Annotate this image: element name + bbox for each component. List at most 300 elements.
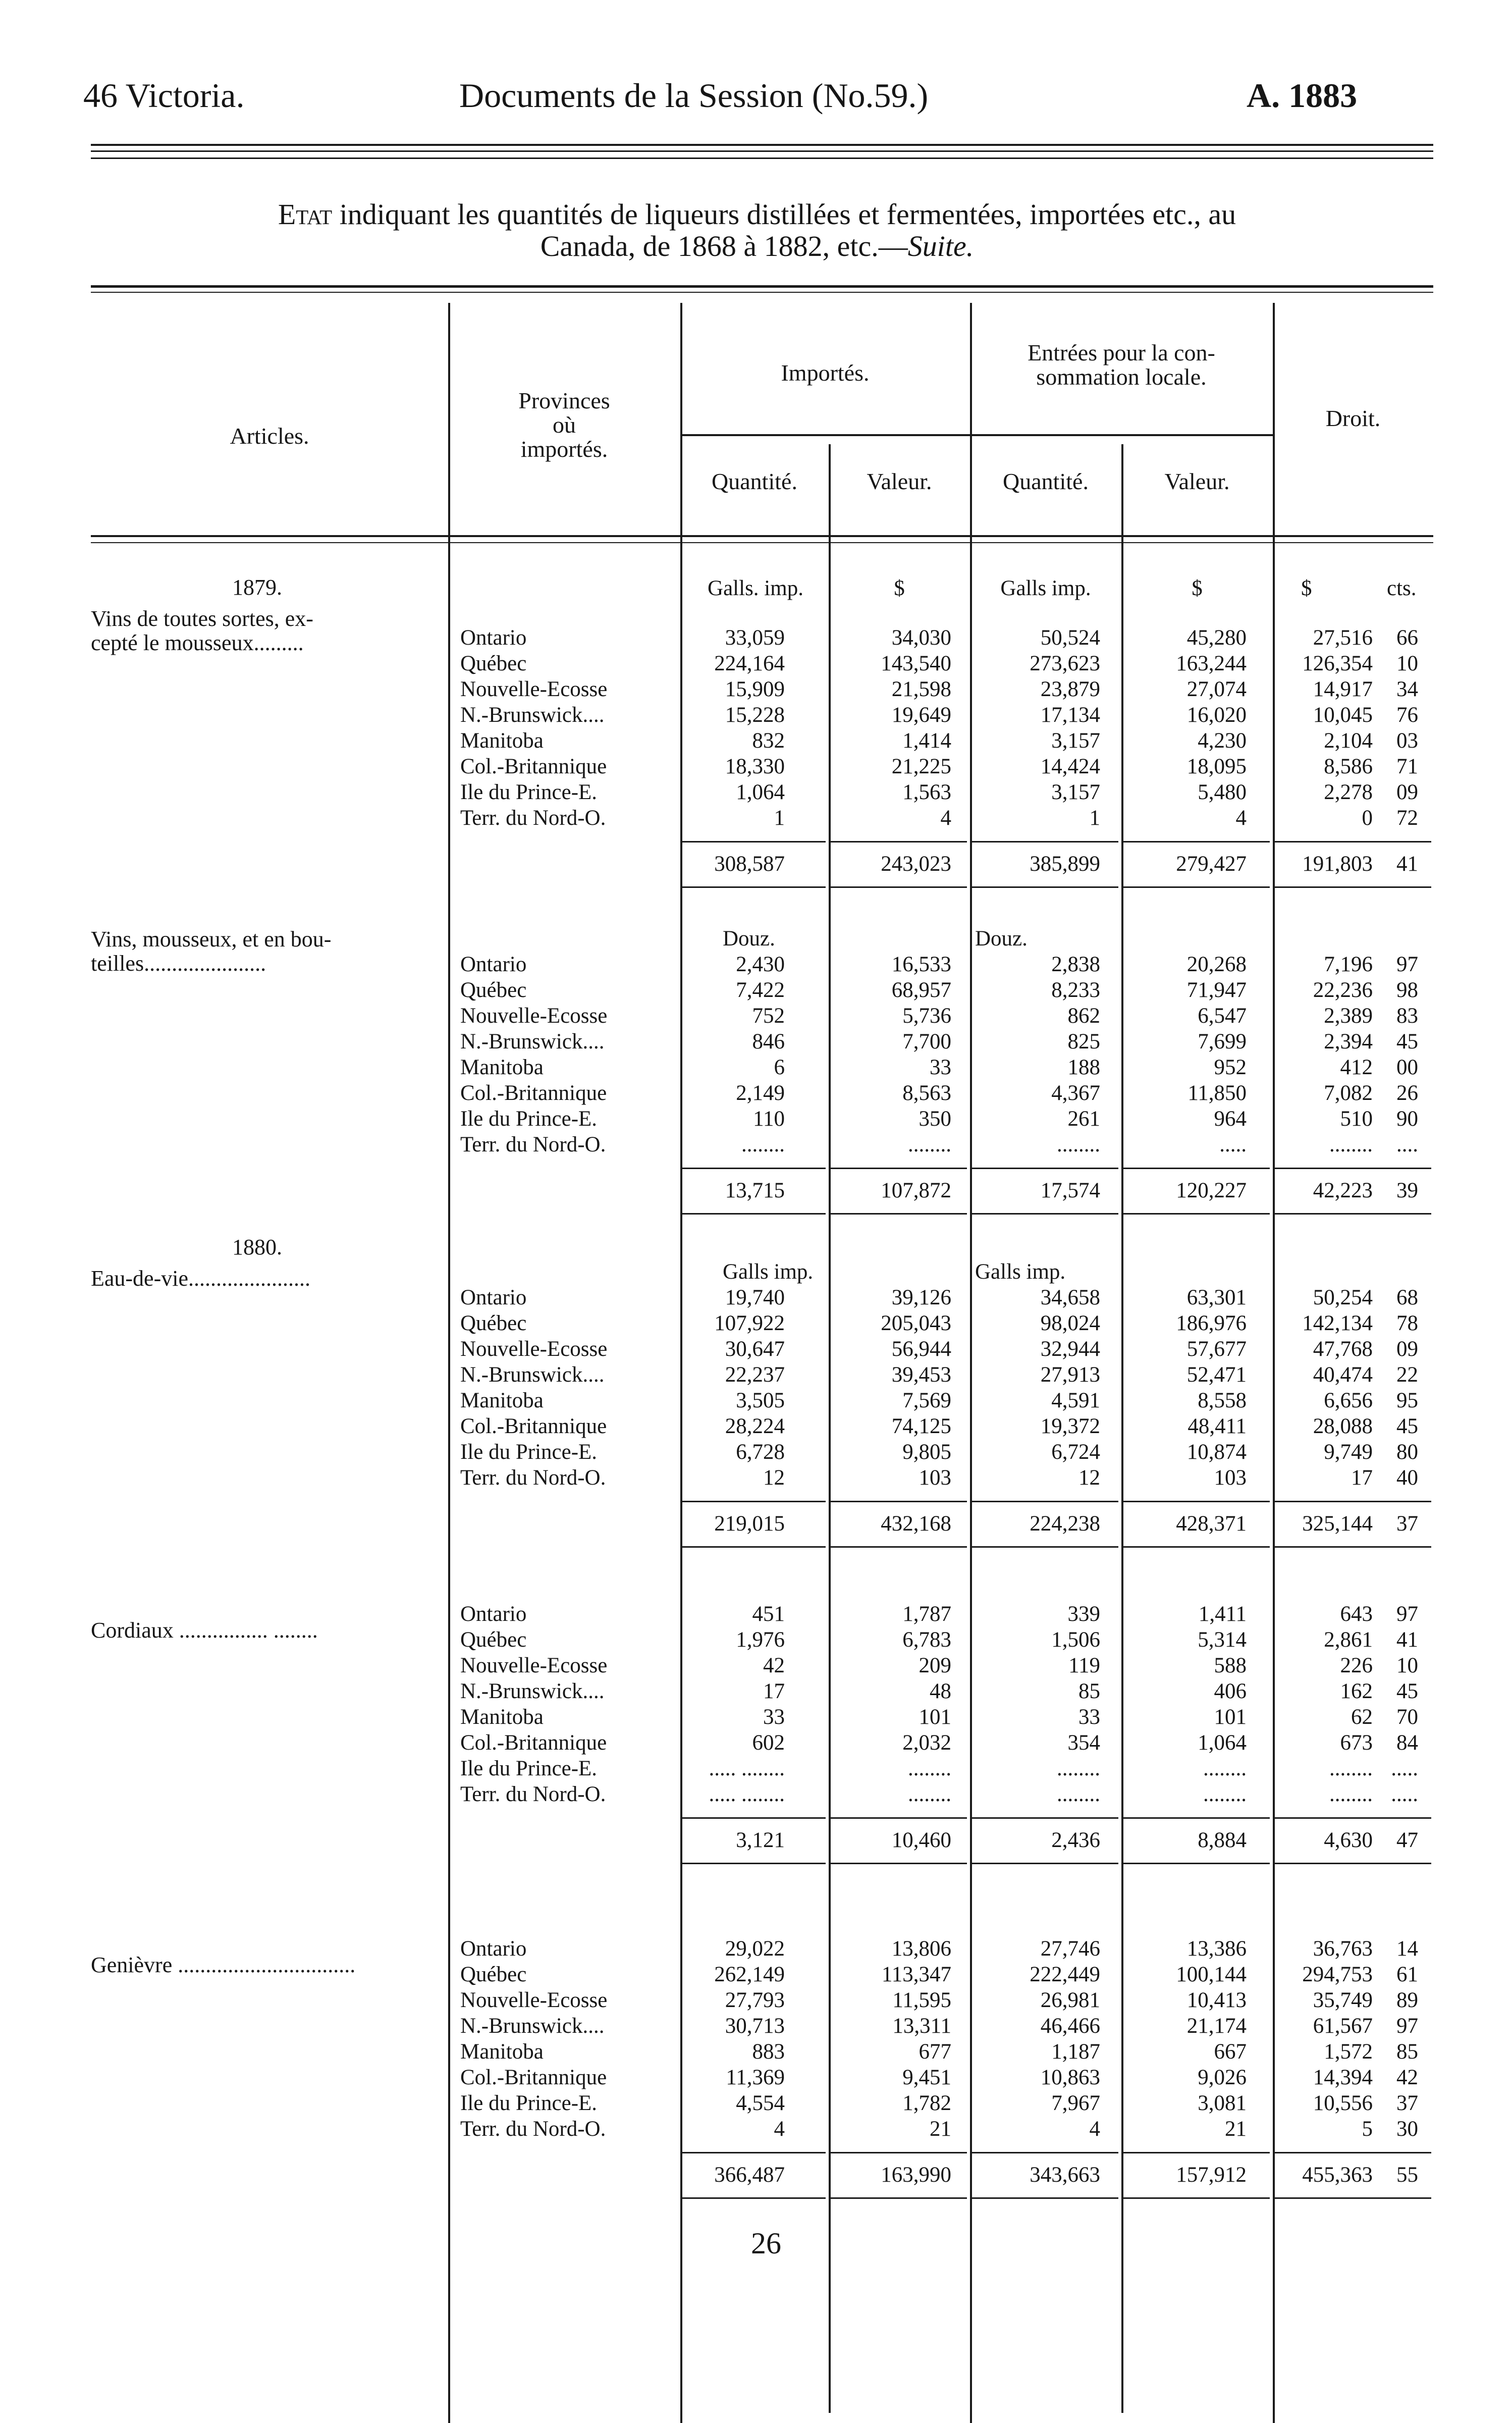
total-value: 343,663 [1030, 2163, 1100, 2187]
cell-value: 1 [774, 806, 785, 830]
cell-value: 5,736 [902, 1004, 951, 1028]
total-rule [831, 841, 967, 842]
cell-value: 17 [1351, 1466, 1373, 1490]
article-name: Cordiaux ................ ........ [91, 1618, 318, 1643]
cell-value: 1,064 [736, 780, 785, 804]
cell-value: ........ [1057, 1133, 1100, 1156]
article-name: teilles...................... [91, 951, 266, 976]
col-droit: Droit. [1325, 405, 1381, 431]
total-rule-bottom [972, 886, 1118, 888]
cell-value: 1,572 [1324, 2040, 1373, 2064]
total-rule-bottom [831, 2197, 967, 2199]
cell-value: 602 [752, 1731, 785, 1755]
province-name: N.-Brunswick.... [460, 1679, 605, 1703]
province-name: Québec [460, 652, 527, 675]
cell-value: ........ [1329, 1757, 1373, 1780]
cell-value: ..... ........ [709, 1757, 785, 1780]
province-name: Ontario [460, 953, 527, 976]
cell-value: 261 [1067, 1107, 1100, 1131]
cell-value: .... [1396, 1133, 1418, 1156]
article-name: Genièvre ................................ [91, 1953, 356, 1977]
cell-value: 643 [1340, 1602, 1373, 1626]
total-value: 279,427 [1176, 852, 1247, 876]
cell-value: 4 [1089, 2117, 1100, 2141]
cell-value: ........ [741, 1133, 785, 1156]
total-rule [682, 2152, 826, 2153]
cell-value: 57,677 [1186, 1337, 1247, 1361]
cell-value: 19,372 [1040, 1414, 1100, 1438]
total-value: 42,223 [1313, 1179, 1373, 1202]
cell-value: 68,957 [891, 978, 951, 1002]
article-name: cepté le mousseux......... [91, 630, 304, 655]
cell-value: 29,022 [725, 1937, 785, 1961]
header-bottom-rule-thin [91, 542, 1433, 543]
cell-value: 45 [1396, 1679, 1418, 1703]
cell-value: 162 [1340, 1679, 1373, 1703]
cell-value: 27,913 [1040, 1363, 1100, 1387]
cell-value: 30,713 [725, 2014, 785, 2038]
cell-value: 1,782 [902, 2091, 951, 2115]
total-rule-bottom [831, 886, 967, 888]
province-name: Terr. du Nord-O. [460, 2117, 606, 2141]
col-provinces-l2: où [553, 412, 576, 438]
cell-value: 34,030 [891, 626, 951, 650]
cell-value: 7,422 [736, 978, 785, 1002]
cell-value: 3,157 [1051, 780, 1100, 804]
cell-value: 100,144 [1176, 1963, 1247, 1986]
province-name: Terr. du Nord-O. [460, 1133, 606, 1156]
col-valeur2: Valeur. [1164, 468, 1230, 494]
province-name: Col.-Britannique [460, 1414, 607, 1438]
total-rule [1275, 841, 1431, 842]
cell-value: 15,228 [725, 703, 785, 727]
cell-value: 339 [1067, 1602, 1100, 1626]
cell-value: 63,301 [1186, 1286, 1247, 1309]
cell-value: 84 [1396, 1731, 1418, 1755]
cell-value: 45 [1396, 1030, 1418, 1054]
cell-value: 7,196 [1324, 953, 1373, 976]
cell-value: 62 [1351, 1705, 1373, 1729]
cell-value: 23,879 [1040, 677, 1100, 701]
cell-value: 119 [1068, 1654, 1100, 1677]
province-name: Ile du Prince-E. [460, 2091, 598, 2115]
province-name: Québec [460, 1311, 527, 1335]
cell-value: 19,649 [891, 703, 951, 727]
total-rule-bottom [1123, 886, 1270, 888]
total-rule-bottom [1275, 1213, 1431, 1215]
cell-value: 6,783 [902, 1628, 951, 1652]
header-rule-1 [91, 144, 1433, 146]
cell-value: 46,466 [1040, 2014, 1100, 2038]
cell-value: 27,074 [1186, 677, 1247, 701]
cell-value: 83 [1396, 1004, 1418, 1028]
total-rule-bottom [1275, 1863, 1431, 1864]
cell-value: 103 [919, 1466, 951, 1490]
cell-value: 74,125 [891, 1414, 951, 1438]
cell-value: 97 [1396, 953, 1418, 976]
total-rule-bottom [831, 1213, 967, 1215]
total-value: 10,460 [891, 1828, 951, 1852]
total-rule [1123, 841, 1270, 842]
cell-value: 19,740 [725, 1286, 785, 1309]
cell-value: 6,547 [1198, 1004, 1247, 1028]
cell-value: 2,838 [1051, 953, 1100, 976]
cell-value: ........ [908, 1757, 951, 1780]
cell-value: 12 [1078, 1466, 1100, 1490]
cell-value: 71,947 [1186, 978, 1247, 1002]
cell-value: 6,728 [736, 1440, 785, 1464]
cell-value: 1,187 [1051, 2040, 1100, 2064]
total-rule-bottom [831, 1546, 967, 1548]
cell-value: 952 [1214, 1056, 1247, 1079]
cell-value: 209 [919, 1654, 951, 1677]
total-rule-bottom [682, 1213, 826, 1215]
cell-value: 7,699 [1198, 1030, 1247, 1054]
total-rule [1123, 2152, 1270, 2153]
cell-value: 30 [1396, 2117, 1418, 2141]
cell-value: 21,598 [891, 677, 951, 701]
province-name: N.-Brunswick.... [460, 2014, 605, 2038]
cell-value: 17 [763, 1679, 785, 1703]
table-top-rule [91, 285, 1433, 288]
total-rule [972, 1501, 1118, 1502]
province-name: Manitoba [460, 1705, 544, 1729]
cell-value: 294,753 [1302, 1963, 1373, 1986]
unit-valeur2: $ [1192, 576, 1203, 600]
total-value: 157,912 [1176, 2163, 1247, 2187]
cell-value: 42 [1396, 2066, 1418, 2089]
cell-value: 21,225 [891, 755, 951, 778]
cell-value: 2,104 [1324, 729, 1373, 753]
cell-value: 45 [1396, 1414, 1418, 1438]
cell-value: 3,081 [1198, 2091, 1247, 2115]
cell-value: 10,863 [1040, 2066, 1100, 2089]
col-articles: Articles. [230, 423, 309, 449]
cell-value: 28,088 [1313, 1414, 1373, 1438]
cell-value: 41 [1396, 1628, 1418, 1652]
total-value: 243,023 [881, 852, 951, 876]
province-name: Manitoba [460, 2040, 544, 2064]
cell-value: 40,474 [1313, 1363, 1373, 1387]
cell-value: 101 [919, 1705, 951, 1729]
cell-value: 588 [1214, 1654, 1247, 1677]
province-name: Terr. du Nord-O. [460, 806, 606, 830]
cell-value: 22,237 [725, 1363, 785, 1387]
col-entrees-l2: sommation locale. [1036, 364, 1207, 390]
cell-value: 1,563 [902, 780, 951, 804]
cell-value: 273,623 [1030, 652, 1100, 675]
cell-value: ........ [1057, 1782, 1100, 1806]
total-value: 2,436 [1051, 1828, 1100, 1852]
cell-value: 97 [1396, 1602, 1418, 1626]
total-value: 39 [1396, 1179, 1418, 1202]
total-rule-bottom [682, 886, 826, 888]
unit-quantite: Galls. imp. [708, 576, 803, 600]
province-name: Québec [460, 978, 527, 1002]
cell-value: 18,330 [725, 755, 785, 778]
cell-value: 10 [1396, 1654, 1418, 1677]
cell-value: ........ [1329, 1782, 1373, 1806]
article-name: Vins de toutes sortes, ex- [91, 606, 313, 631]
cell-value: 98,024 [1040, 1311, 1100, 1335]
grid-line-provinces [448, 303, 450, 2423]
cell-value: 34,658 [1040, 1286, 1100, 1309]
cell-value: 35,749 [1313, 1988, 1373, 2012]
cell-value: 113,347 [881, 1963, 951, 1986]
cell-value: 36,763 [1313, 1937, 1373, 1961]
cell-value: 48 [930, 1679, 951, 1703]
cell-value: 95 [1396, 1389, 1418, 1412]
total-value: 47 [1396, 1828, 1418, 1852]
province-name: Nouvelle-Ecosse [460, 1337, 608, 1361]
province-name: N.-Brunswick.... [460, 703, 605, 727]
subheader-rule [680, 434, 1273, 436]
province-name: Ile du Prince-E. [460, 780, 598, 804]
cell-value: 13,386 [1186, 1937, 1247, 1961]
cell-value: 52,471 [1186, 1363, 1247, 1387]
cell-value: 142,134 [1302, 1311, 1373, 1335]
cell-value: 13,311 [892, 2014, 951, 2038]
total-rule-bottom [972, 1213, 1118, 1215]
province-name: Ile du Prince-E. [460, 1440, 598, 1464]
cell-value: 412 [1340, 1056, 1373, 1079]
cell-value: 4 [1235, 806, 1247, 830]
cell-value: 68 [1396, 1286, 1418, 1309]
cell-value: 143,540 [881, 652, 951, 675]
province-name: Nouvelle-Ecosse [460, 677, 608, 701]
total-value: 224,238 [1030, 1512, 1100, 1536]
cell-value: 4 [774, 2117, 785, 2141]
cell-value: 47,768 [1313, 1337, 1373, 1361]
cell-value: 66 [1396, 626, 1418, 650]
cell-value: 10 [1396, 652, 1418, 675]
province-name: Col.-Britannique [460, 755, 607, 778]
cell-value: 10,874 [1186, 1440, 1247, 1464]
total-value: 308,587 [714, 852, 785, 876]
total-rule [972, 841, 1118, 842]
province-name: Manitoba [460, 1389, 544, 1412]
cell-value: 27,516 [1313, 626, 1373, 650]
col-quantite2: Quantité. [1003, 468, 1089, 494]
province-name: Nouvelle-Ecosse [460, 1004, 608, 1028]
total-value: 107,872 [881, 1179, 951, 1202]
cell-value: 3,157 [1051, 729, 1100, 753]
header-rule-2 [91, 150, 1433, 152]
unit-valeur: $ [894, 576, 905, 600]
province-name: Ile du Prince-E. [460, 1757, 598, 1780]
cell-value: 5,480 [1198, 780, 1247, 804]
cell-value: 7,082 [1324, 1081, 1373, 1105]
cell-value: ........ [1203, 1782, 1247, 1806]
total-rule [1275, 1817, 1431, 1819]
cell-value: ........ [1203, 1757, 1247, 1780]
total-rule [831, 2152, 967, 2153]
col-provinces [448, 389, 680, 461]
total-value: 37 [1396, 1512, 1418, 1536]
total-rule [1275, 1501, 1431, 1502]
total-value: 325,144 [1302, 1512, 1373, 1536]
col-entrees [970, 341, 1273, 389]
cell-value: 188 [1067, 1056, 1100, 1079]
cell-value: 7,569 [902, 1389, 951, 1412]
section-year: 1880. [232, 1235, 282, 1259]
total-rule-bottom [1275, 2197, 1431, 2199]
header-left: 46 Victoria. [83, 76, 245, 115]
cell-value: 03 [1396, 729, 1418, 753]
province-name: Col.-Britannique [460, 1081, 607, 1105]
cell-value: 110 [753, 1107, 785, 1131]
cell-value: 14,917 [1313, 677, 1373, 701]
article-name: Eau-de-vie...................... [91, 1266, 310, 1291]
total-value: 41 [1396, 852, 1418, 876]
total-rule-bottom [1123, 1546, 1270, 1548]
total-value: 219,015 [714, 1512, 785, 1536]
cell-value: 11,850 [1187, 1081, 1247, 1105]
cell-value: 10,045 [1313, 703, 1373, 727]
page-number: 26 [751, 2227, 781, 2260]
table-title-line-2 [91, 231, 1423, 261]
cell-value: 14,394 [1313, 2066, 1373, 2089]
total-rule-bottom [682, 2197, 826, 2199]
cell-value: 89 [1396, 1988, 1418, 2012]
header-center: Documents de la Session (No.59.) [459, 76, 929, 115]
cell-value: 18,095 [1186, 755, 1247, 778]
header-right: A. 1883 [1247, 76, 1358, 115]
cell-value: 33 [763, 1705, 785, 1729]
total-value: 3,121 [736, 1828, 785, 1852]
cell-value: 2,278 [1324, 780, 1373, 804]
total-rule-bottom [1275, 1546, 1431, 1548]
total-value: 366,487 [714, 2163, 785, 2187]
total-rule-bottom [682, 1863, 826, 1864]
cell-value: 16,020 [1186, 703, 1247, 727]
cell-value: 1,064 [1198, 1731, 1247, 1755]
cell-value: 2,394 [1324, 1030, 1373, 1054]
col-provinces-l3: importés. [520, 436, 608, 462]
cell-value: 103 [1214, 1466, 1247, 1490]
cell-value: 21,174 [1186, 2014, 1247, 2038]
cell-value: 2,032 [902, 1731, 951, 1755]
cell-value: 8,563 [902, 1081, 951, 1105]
cell-value: 42 [763, 1654, 785, 1677]
cell-value: 34 [1396, 677, 1418, 701]
cell-value: 15,909 [725, 677, 785, 701]
total-rule [972, 1817, 1118, 1819]
cell-value: 677 [919, 2040, 951, 2064]
col-quantite: Quantité. [712, 468, 797, 494]
article-name: Vins, mousseux, et en bou- [91, 927, 332, 952]
col-valeur: Valeur. [867, 468, 932, 494]
cell-value: ..... [1391, 1757, 1418, 1780]
cell-value: 16,533 [891, 953, 951, 976]
cell-value: 70 [1396, 1705, 1418, 1729]
cell-value: 32,944 [1040, 1337, 1100, 1361]
cell-value: 72 [1396, 806, 1418, 830]
cell-value: 2,149 [736, 1081, 785, 1105]
cell-value: 8,586 [1324, 755, 1373, 778]
cell-value: 85 [1396, 2040, 1418, 2064]
cell-value: 12 [763, 1466, 785, 1490]
province-name: Québec [460, 1963, 527, 1986]
cell-value: 2,430 [736, 953, 785, 976]
cell-value: 85 [1078, 1679, 1100, 1703]
cell-value: 4,591 [1051, 1389, 1100, 1412]
cell-value: 6,656 [1324, 1389, 1373, 1412]
cell-value: 510 [1340, 1107, 1373, 1131]
total-rule-bottom [682, 1546, 826, 1548]
cell-value: 21 [1225, 2117, 1247, 2141]
unit-droit: $ [1301, 576, 1312, 600]
cell-value: 8,233 [1051, 978, 1100, 1002]
cell-value: 4,367 [1051, 1081, 1100, 1105]
cell-value: 752 [752, 1004, 785, 1028]
cell-value: 406 [1214, 1679, 1247, 1703]
total-value: 191,803 [1302, 852, 1373, 876]
cell-value: 1,976 [736, 1628, 785, 1652]
cell-value: 1,787 [902, 1602, 951, 1626]
cell-value: 9,026 [1198, 2066, 1247, 2089]
cell-value: 10,413 [1186, 1988, 1247, 2012]
cell-value: 39,126 [891, 1286, 951, 1309]
cell-value: 22,236 [1313, 978, 1373, 1002]
cell-value: 6 [774, 1056, 785, 1079]
cell-value: 9,749 [1324, 1440, 1373, 1464]
cell-value: 78 [1396, 1311, 1418, 1335]
cell-value: 14 [1396, 1937, 1418, 1961]
province-name: Col.-Britannique [460, 2066, 607, 2089]
cell-value: ........ [1057, 1757, 1100, 1780]
total-rule [682, 1168, 826, 1169]
cell-value: 222,449 [1030, 1963, 1100, 1986]
cell-value: 9,805 [902, 1440, 951, 1464]
cell-value: 11,369 [726, 2066, 785, 2089]
cell-value: 0 [1362, 806, 1373, 830]
cell-value: 5 [1362, 2117, 1373, 2141]
cell-value: 3,505 [736, 1389, 785, 1412]
cell-value: ........ [1329, 1133, 1373, 1156]
total-rule-bottom [1275, 886, 1431, 888]
cell-value: 2,861 [1324, 1628, 1373, 1652]
cell-value: 7,700 [902, 1030, 951, 1054]
cell-value: 27,793 [725, 1988, 785, 2012]
cell-value: 98 [1396, 978, 1418, 1002]
cell-value: 56,944 [891, 1337, 951, 1361]
cell-value: 4 [940, 806, 951, 830]
col-entrees-l1: Entrées pour la con- [1028, 340, 1215, 365]
cell-value: 22 [1396, 1363, 1418, 1387]
cell-value: 832 [752, 729, 785, 753]
cell-value: 846 [752, 1030, 785, 1054]
total-rule [831, 1817, 967, 1819]
cell-value: 5,314 [1198, 1628, 1247, 1652]
cell-value: 1 [1089, 806, 1100, 830]
cell-value: 00 [1396, 1056, 1418, 1079]
table-title-line-1 [91, 199, 1423, 230]
province-name: Nouvelle-Ecosse [460, 1654, 608, 1677]
total-rule-bottom [1123, 1863, 1270, 1864]
unit-label-quantite: Galls imp. [723, 1260, 814, 1284]
cell-value: 09 [1396, 1337, 1418, 1361]
total-rule [972, 1168, 1118, 1169]
cell-value: 26 [1396, 1081, 1418, 1105]
cell-value: 7,967 [1051, 2091, 1100, 2115]
cell-value: 39,453 [891, 1363, 951, 1387]
total-rule [1275, 2152, 1431, 2153]
cell-value: 09 [1396, 780, 1418, 804]
cell-value: 350 [919, 1107, 951, 1131]
cell-value: 17,134 [1040, 703, 1100, 727]
cell-value: 11,595 [892, 1988, 951, 2012]
